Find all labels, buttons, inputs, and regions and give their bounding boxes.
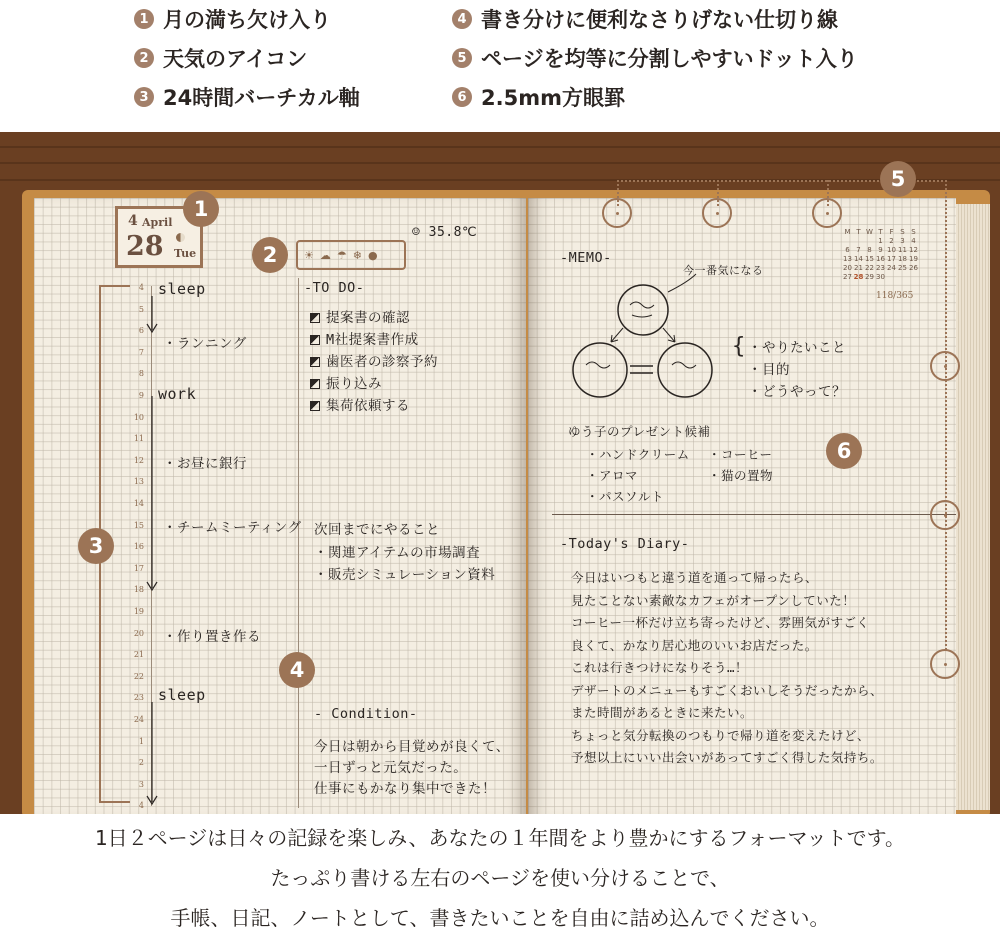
badge-2: 2 [252, 237, 288, 273]
feature-text: 書き分けに便利なさりげない仕切り線 [481, 8, 838, 32]
memo-doodle [568, 270, 743, 420]
calendar-day: M [844, 228, 851, 236]
hour-label: 17 [133, 563, 144, 573]
calendar-day: F [889, 228, 894, 236]
calendar-day [864, 237, 875, 246]
feature-item [452, 82, 625, 112]
sun-icon: ☀ [304, 248, 314, 262]
hour-label: 14 [133, 499, 144, 508]
hour-label: 10 [133, 412, 144, 422]
moon-phase-icon [176, 233, 185, 242]
present-title: ゆう子のプレゼント候補 [568, 424, 711, 439]
month-name: April [142, 216, 173, 229]
checkbox-icon [310, 401, 320, 411]
footer-line: 手帳、日記、ノートとして、書きたいことを自由に詰め込んでください。 [170, 906, 830, 930]
weather-icons [296, 240, 406, 270]
hour-label: 2 [138, 758, 144, 768]
hour-label: 4 [138, 801, 144, 811]
diary-line: コーヒー一杯だけ立ち寄ったけど、雰囲気がすごく [571, 615, 870, 630]
schedule-item: sleep [158, 280, 206, 298]
checkbox-icon [310, 313, 320, 323]
hour-label: 6 [138, 326, 144, 336]
condition-title: - Condition- [314, 706, 418, 722]
hour-label: 20 [133, 628, 144, 638]
hour-label: 5 [138, 304, 144, 314]
feature-text: 2.5mm方眼罫 [481, 86, 625, 110]
cloud-icon: ☁ [319, 248, 331, 262]
condition-line: 一日ずっと元気だった。 [314, 760, 468, 776]
schedule-item: ・ランニング [163, 336, 247, 352]
hour-label: 16 [133, 542, 144, 552]
calendar-day: S [911, 228, 916, 236]
hour-label: 22 [133, 671, 144, 681]
calendar-day: 2 [889, 237, 894, 245]
dot-connector [945, 180, 947, 650]
calendar-day: 22 [865, 264, 874, 272]
calendar-day: 29 [865, 273, 874, 281]
diary-line: 予想以上にいい出会いがあってすごく得した気持ち。 [571, 750, 883, 765]
calendar-day: 21 [854, 264, 863, 272]
condition-line: 仕事にもかなり集中できた！ [314, 781, 496, 797]
calendar-day: 6 [845, 246, 850, 254]
calendar-day: 27 [843, 273, 852, 281]
day-count: 118/365 [876, 291, 914, 301]
memo-bubble: 今一番気になる [683, 264, 764, 277]
dot-marker-ring [602, 198, 632, 228]
todo-item[interactable] [310, 306, 438, 328]
next-title: 次回までにやること [314, 522, 440, 538]
todo-text: 集荷依頼する [326, 398, 410, 414]
calendar-day: 9 [878, 246, 883, 254]
diary-body [571, 568, 883, 771]
calendar-day: 24 [887, 264, 896, 272]
present-item: ・猫の置物 [708, 468, 774, 483]
hour-label: 13 [133, 477, 144, 487]
diary-line: 見たことない素敵なカフェがオープンしていた！ [571, 592, 856, 608]
calendar-header [842, 228, 922, 237]
hour-label: 23 [133, 693, 144, 703]
temperature [412, 225, 477, 240]
right-divider-line [552, 514, 956, 515]
schedule-item: sleep [158, 686, 206, 704]
page-edges [956, 204, 990, 810]
calendar-day [853, 237, 864, 246]
condition-line: 今日は朝から目覚めが良くて、 [314, 739, 510, 755]
next-item: ・販売シミュレーション資料 [314, 567, 496, 583]
calendar-day: 4 [911, 237, 916, 245]
todo-text: 振り込み [326, 376, 382, 392]
diary-title: -Today's Diary- [560, 536, 690, 552]
feature-text: 月の満ち欠け入り [163, 8, 331, 32]
calendar-day [842, 237, 853, 246]
memo-list-item: ・やりたいこと [748, 340, 846, 356]
badge-3: 3 [78, 528, 114, 564]
todo-item[interactable] [310, 372, 438, 394]
diary-line: また時間があるときに来たい。 [571, 705, 754, 720]
temperature-value: 35.8℃ [428, 225, 478, 240]
feature-item [134, 43, 307, 73]
diary-line: デザートのメニューもすごくおいしそうだったから、 [571, 682, 884, 698]
hour-label: 4 [138, 283, 144, 292]
calendar-day: 10 [887, 246, 896, 254]
diary-line: これは行きつけになりそう…！ [571, 660, 749, 675]
calendar-day [908, 273, 919, 282]
memo-list-item: ・どうやって？ [748, 384, 846, 400]
memo-list-item: ・目的 [748, 362, 790, 378]
diary-line: 良くて、かなり居心地のいいお店だった。 [571, 637, 818, 653]
hour-label: 21 [133, 650, 144, 660]
calendar-day: 11 [898, 246, 907, 254]
calendar-day: 25 [898, 264, 907, 272]
weekday: Tue [174, 247, 197, 260]
hour-label: 15 [133, 520, 144, 530]
calendar-week [842, 255, 922, 264]
schedule-item: ・作り置き作る [163, 629, 261, 645]
dot-marker-ring [930, 500, 960, 530]
hour-label: 19 [133, 607, 144, 616]
calendar-day: 8 [867, 246, 872, 254]
calendar-day: 30 [876, 273, 885, 281]
badge-4: 4 [279, 652, 315, 688]
hour-label: 8 [138, 369, 144, 379]
calendar-day: 18 [898, 255, 907, 263]
calendar-day: 23 [876, 264, 885, 272]
badge-5: 5 [880, 161, 916, 197]
badge-1: 1 [183, 191, 219, 227]
calendar-day [897, 273, 908, 282]
calendar-day: 14 [854, 255, 863, 263]
checkbox-icon [310, 357, 320, 367]
feature-text: 天気のアイコン [163, 47, 308, 71]
calendar-day: T [878, 228, 883, 236]
hour-label: 9 [138, 391, 144, 400]
present-item: ・アロマ [586, 468, 639, 483]
footer-line: 1日２ページは日々の記録を楽しみ、あなたの１年間をより豊かにするフォーマットです。 [94, 826, 906, 850]
feature-number: 2 [134, 48, 154, 68]
calendar-day: 26 [909, 264, 918, 272]
feature-item [134, 4, 331, 34]
calendar-day: 16 [876, 255, 885, 263]
next-item: ・関連アイテムの市場調査 [314, 545, 481, 561]
schedule-arrows [140, 296, 160, 806]
feature-number: 3 [134, 87, 154, 107]
checkbox-icon [310, 335, 320, 345]
calendar-day: 19 [909, 255, 918, 263]
present-item: ・パスソルト [586, 489, 665, 504]
todo-item[interactable] [310, 328, 438, 350]
calendar-day: 7 [856, 246, 861, 254]
present-item: ・コーヒー [708, 447, 773, 462]
calendar-day: 15 [865, 255, 874, 263]
diary-line: ちょっと気分転換のつもりで帰り道を変えたけど、 [571, 727, 871, 743]
calendar-day: W [866, 228, 873, 236]
calendar-week [842, 273, 922, 282]
month-number: 4 [128, 213, 138, 229]
calendar-week [842, 264, 922, 273]
dot-marker-ring [930, 649, 960, 679]
calendar-day: 17 [887, 255, 896, 263]
schedule-item: ・お昼に銀行 [163, 456, 247, 472]
drop-icon: ● [367, 248, 378, 262]
calendar-day: 20 [843, 264, 852, 272]
calendar-day: 13 [843, 255, 852, 263]
calendar-day: 3 [900, 237, 905, 245]
todo-item[interactable] [310, 350, 438, 372]
day-number: 28 [126, 231, 164, 262]
brace: { [732, 334, 746, 359]
feature-text: 24時間バーチカル軸 [163, 86, 360, 110]
calendar-day: S [900, 228, 905, 236]
schedule-item: ・チームミーティング [163, 520, 302, 536]
hour-label: 24 [133, 715, 144, 724]
footer-line: たっぷり書ける左右のページを使い分けることで、 [270, 866, 730, 890]
todo-item[interactable] [310, 394, 438, 416]
feature-list [0, 0, 1000, 132]
umbrella-icon: ☂ [336, 248, 347, 262]
hour-label: 18 [133, 585, 144, 595]
smile-icon: ☺ [412, 225, 429, 240]
hour-label: 12 [133, 455, 144, 465]
schedule-item: work [158, 385, 197, 403]
calendar-day [886, 273, 897, 282]
feature-item [452, 43, 858, 73]
divider-line [298, 278, 299, 808]
calendar-day: 28 [853, 273, 864, 281]
badge-6: 6 [826, 433, 862, 469]
todo-title: -TO DO- [304, 280, 365, 296]
present-item: ・ハンドクリーム [586, 447, 690, 462]
dot-marker-ring [812, 198, 842, 228]
checkbox-icon [310, 379, 320, 389]
todo-text: 提案書の確認 [326, 310, 410, 326]
hour-label: 1 [138, 736, 144, 746]
calendar-day: T [856, 228, 861, 236]
calendar-week [842, 237, 922, 246]
dot-marker-ring [702, 198, 732, 228]
snow-icon: ❄ [352, 248, 362, 262]
feature-item [134, 82, 360, 112]
todo-text: 歯医者の診察予約 [326, 354, 438, 370]
footer-description [0, 818, 1000, 950]
hour-label: 11 [133, 434, 144, 444]
feature-number: 6 [452, 87, 472, 107]
calendar-week [842, 246, 922, 255]
feature-number: 4 [452, 9, 472, 29]
feature-item [452, 4, 838, 34]
feature-text: ページを均等に分割しやすいドット入り [481, 47, 858, 71]
mini-calendar [842, 228, 922, 282]
diary-line: 今日はいつもと違う道を通って帰ったら、 [571, 570, 819, 585]
feature-number: 1 [134, 9, 154, 29]
hour-label: 7 [138, 347, 144, 357]
hour-label: 3 [138, 779, 144, 789]
calendar-day: 12 [909, 246, 918, 254]
todo-text: M社提案書作成 [326, 332, 419, 348]
dot-marker-ring [930, 351, 960, 381]
todo-list [310, 306, 438, 416]
feature-number: 5 [452, 48, 472, 68]
memo-title: -MEMO- [560, 250, 612, 266]
calendar-day: 1 [878, 237, 883, 245]
